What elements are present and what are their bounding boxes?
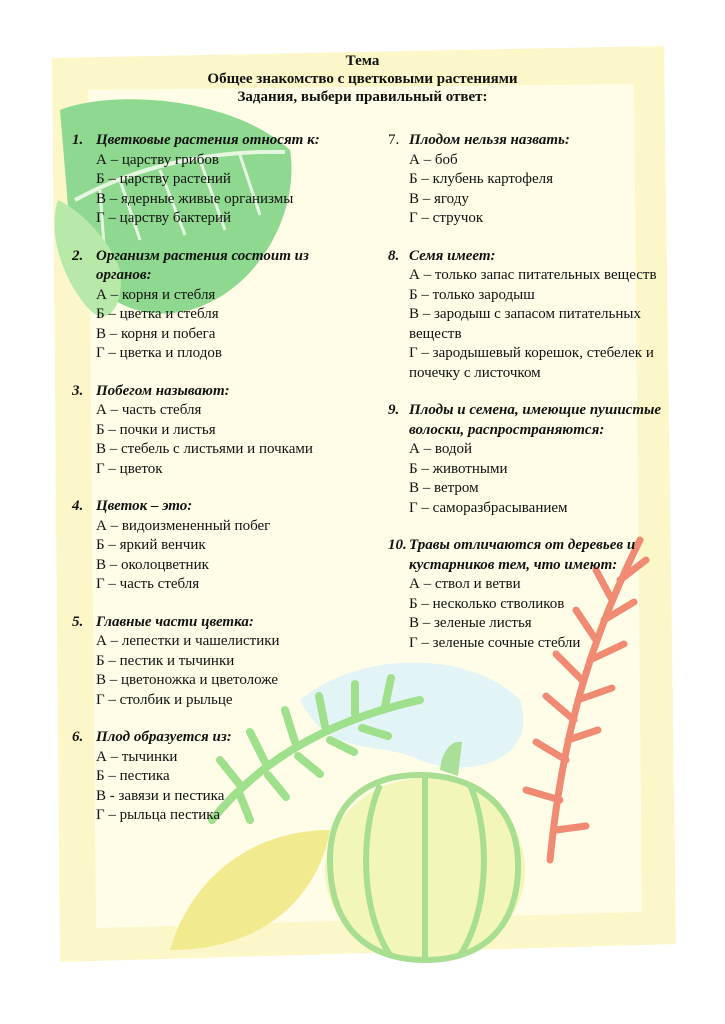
- answer-option[interactable]: В – околоцветник: [96, 556, 209, 573]
- answer-option[interactable]: Г – царству бактерий: [96, 210, 232, 226]
- question-2: [72, 247, 362, 364]
- answer-option[interactable]: Г – зародышевый корешок, стебелек и почечку с листочком: [409, 345, 654, 381]
- answer-option[interactable]: В – корня и побега: [96, 325, 216, 342]
- answer-option[interactable]: А – видоизмененный побег: [96, 517, 271, 534]
- answer-option[interactable]: В – ягоду: [409, 190, 469, 207]
- question-6: [72, 728, 362, 826]
- answer-option[interactable]: Г – цветок: [96, 460, 163, 477]
- answer-option[interactable]: Г – рыльца пестика: [96, 807, 221, 823]
- question-number: 2.: [72, 247, 84, 264]
- answer-option[interactable]: Б – пестик и тычинки: [96, 652, 235, 669]
- answer-option[interactable]: А – только запас питательных веществ: [409, 267, 657, 283]
- question-number: 4.: [72, 498, 84, 514]
- answer-option[interactable]: Г – зеленые сочные стебли: [409, 634, 581, 651]
- answer-option[interactable]: Б – несколько стволиков: [409, 595, 565, 612]
- answer-option[interactable]: В – ядерные живые организмы: [96, 190, 294, 207]
- question-text: Побегом называют:: [96, 382, 230, 399]
- answer-option[interactable]: Б – только зародыш: [409, 286, 535, 303]
- question-number: 6.: [72, 729, 84, 745]
- question-10: [388, 536, 670, 653]
- answer-option[interactable]: Б – животными: [409, 460, 508, 477]
- question-text: Плод образуется из:: [96, 729, 232, 745]
- page-header: [0, 52, 725, 106]
- question-text: Организм растения состоит из органов:: [96, 247, 309, 283]
- answer-option[interactable]: В – ветром: [409, 480, 479, 496]
- answer-option[interactable]: Г – столбик и рыльце: [96, 691, 233, 708]
- answer-option[interactable]: Б – почки и листья: [96, 421, 216, 438]
- answer-option[interactable]: Б – яркий венчик: [96, 537, 206, 553]
- answer-option[interactable]: В – зеленые листья: [409, 615, 532, 631]
- answer-option[interactable]: А – корня и стебля: [96, 286, 216, 303]
- answer-option[interactable]: Б – цветка и стебля: [96, 306, 219, 322]
- question-number: 8.: [388, 247, 400, 264]
- question-number: 10.: [388, 537, 407, 553]
- answer-option[interactable]: А – часть стебля: [96, 402, 202, 418]
- answer-option[interactable]: В – цветоножка и цветоложе: [96, 672, 279, 688]
- question-text: Главные части цветка:: [96, 613, 254, 630]
- question-number: 7.: [388, 132, 400, 148]
- right-column: [388, 131, 670, 671]
- question-text: Семя имеет:: [409, 247, 496, 264]
- answer-option[interactable]: А – ствол и ветви: [409, 576, 521, 592]
- answer-option[interactable]: Г – саморазбрасыванием: [409, 499, 568, 516]
- answer-option[interactable]: А – водой: [409, 441, 473, 457]
- answer-option[interactable]: В – зародыш с запасом питательных веществ: [409, 306, 641, 342]
- question-3: [72, 382, 362, 480]
- answer-option[interactable]: А – боб: [409, 151, 458, 168]
- question-text: Цветок – это:: [96, 498, 193, 514]
- question-5: [72, 613, 362, 711]
- answer-option[interactable]: В – стебель с листьями и почками: [96, 441, 313, 457]
- answer-option[interactable]: А – лепестки и чашелистики: [96, 633, 280, 649]
- answer-option[interactable]: Б – царству растений: [96, 171, 231, 187]
- topic-label: Тема: [345, 53, 380, 69]
- question-number: 1.: [72, 132, 84, 148]
- question-number: 3.: [72, 382, 84, 399]
- question-7: [388, 131, 670, 229]
- question-4: [72, 497, 362, 595]
- task-instruction: Задания, выбери правильный ответ:: [237, 89, 488, 105]
- answer-option[interactable]: Б – пестика: [96, 768, 170, 784]
- question-9: [388, 401, 670, 518]
- answer-option[interactable]: А – тычинки: [96, 748, 178, 765]
- topic-title: Общее знакомство с цветковыми растениями: [207, 71, 518, 87]
- question-8: [388, 247, 670, 384]
- question-text: Плодом нельзя назвать:: [409, 132, 570, 148]
- left-column: [72, 131, 362, 844]
- answer-option[interactable]: Г – часть стебля: [96, 576, 200, 592]
- answer-option[interactable]: В - завязи и пестика: [96, 787, 225, 804]
- answer-option[interactable]: Б – клубень картофеля: [409, 171, 554, 187]
- answer-option[interactable]: А – царству грибов: [96, 151, 219, 168]
- answer-option[interactable]: Г – цветка и плодов: [96, 345, 222, 361]
- question-text: Травы отличаются от деревьев и кустарников тем, что имеют:: [409, 537, 636, 573]
- question-1: [72, 131, 362, 229]
- question-number: 5.: [72, 613, 84, 630]
- answer-option[interactable]: Г – стручок: [409, 210, 484, 226]
- question-text: Цветковые растения относят к:: [96, 132, 320, 148]
- question-text: Плоды и семена, имеющие пушистые волоски, распространяются:: [409, 402, 662, 438]
- question-number: 9.: [388, 402, 400, 418]
